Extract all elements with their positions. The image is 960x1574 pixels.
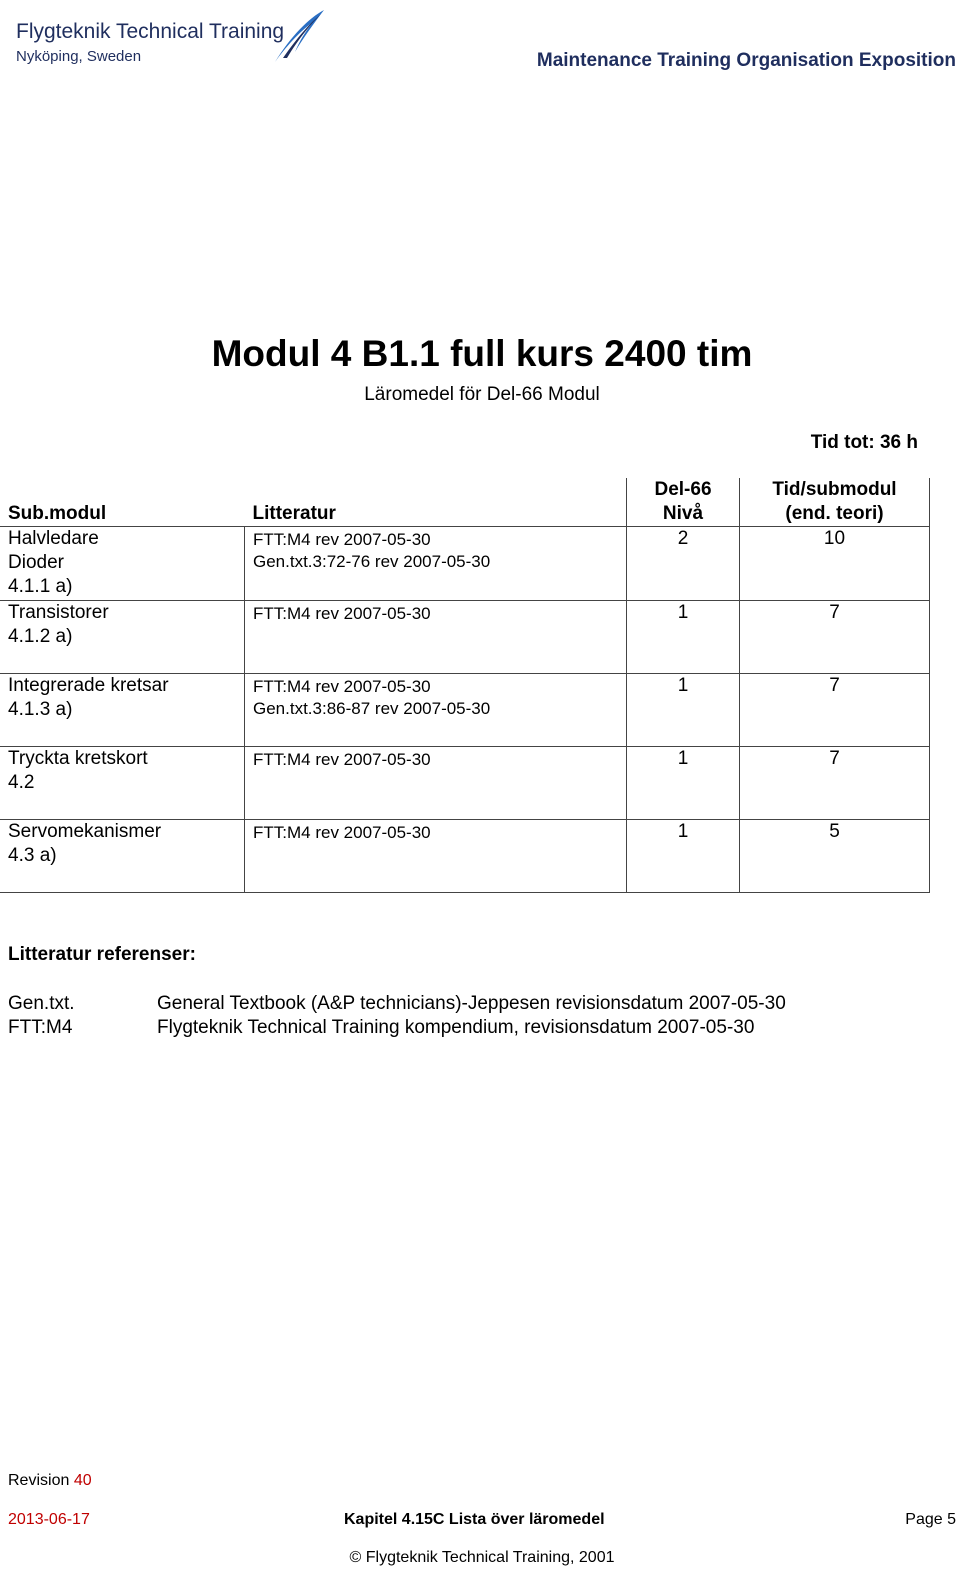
row-name-line2: 4.3 a) (8, 845, 57, 866)
header-time-line2: (end. teori) (785, 503, 884, 524)
header-time (740, 478, 930, 527)
row-name-line3: 4.1.1 a) (8, 576, 73, 597)
row-level: 1 (627, 674, 740, 747)
header-submodul: Sub.modul (0, 478, 245, 527)
modules-table (0, 478, 930, 893)
row-level: 1 (627, 601, 740, 674)
page-subtitle: Läromedel för Del-66 Modul (364, 384, 600, 405)
logo-location: Nyköping, Sweden (16, 48, 142, 65)
reference-key: FTT:M4 (8, 1017, 73, 1038)
row-name-line2: 4.2 (8, 772, 35, 793)
row-name-line1: Integrerade kretsar (8, 675, 169, 696)
row-name-line1: Transistorer (8, 602, 109, 623)
logo-name: Flygteknik Technical Training (16, 20, 285, 43)
page-title: Modul 4 B1.1 full kurs 2400 tim (211, 333, 753, 374)
row-time: 7 (740, 747, 930, 820)
revision (8, 1472, 92, 1490)
row-lit-line1: FTT:M4 rev 2007-05-30 (253, 750, 431, 769)
table-row (0, 674, 930, 747)
references-heading: Litteratur referenser: (8, 944, 196, 965)
row-name-line2: 4.1.3 a) (8, 699, 73, 720)
row-name-line1: Halvledare (8, 528, 99, 549)
row-lit-line2: Gen.txt.3:72-76 rev 2007-05-30 (253, 552, 491, 571)
reference-value: Flygteknik Technical Training kompendium, revisionsdatum 2007-05-30 (157, 1017, 755, 1038)
header-del66-level (627, 478, 740, 527)
total-time: Tid tot: 36 h (810, 432, 918, 453)
row-name-line1: Tryckta kretskort (8, 748, 148, 769)
row-name-line2: 4.1.2 a) (8, 626, 73, 647)
table-row (0, 747, 930, 820)
table-row (0, 601, 930, 674)
row-level: 1 (627, 820, 740, 893)
row-submodule (0, 747, 245, 820)
logo-swoosh-icon (269, 8, 327, 64)
table-row (0, 820, 930, 893)
footer-page-number: Page 5 (905, 1511, 956, 1528)
row-level: 1 (627, 747, 740, 820)
row-submodule (0, 674, 245, 747)
row-level: 2 (627, 527, 740, 601)
row-submodule (0, 601, 245, 674)
header-del66-line1: Del-66 (654, 479, 712, 500)
row-lit-line1: FTT:M4 rev 2007-05-30 (253, 677, 431, 696)
row-time: 10 (740, 527, 930, 601)
row-time: 5 (740, 820, 930, 893)
row-literature (245, 747, 627, 820)
row-name-line1: Servomekanismer (8, 821, 162, 842)
header-document-title: Maintenance Training Organisation Exposition (536, 50, 956, 71)
header-del66-line2: Nivå (662, 503, 704, 524)
revision-label: Revision (8, 1472, 70, 1489)
reference-key: Gen.txt. (8, 993, 75, 1014)
footer-chapter: Kapitel 4.15C Lista över läromedel (344, 1511, 605, 1528)
row-submodule (0, 527, 245, 601)
table-row (0, 527, 930, 601)
row-lit-line1: FTT:M4 rev 2007-05-30 (253, 823, 431, 842)
reference-value: General Textbook (A&P technicians)-Jeppesen revisionsdatum 2007-05-30 (157, 993, 786, 1014)
row-time: 7 (740, 601, 930, 674)
header-time-line1: Tid/submodul (772, 479, 897, 500)
company-logo (14, 8, 314, 70)
table-header-row (0, 478, 930, 527)
row-lit-line1: FTT:M4 rev 2007-05-30 (253, 604, 431, 623)
row-literature (245, 820, 627, 893)
row-submodule (0, 820, 245, 893)
footer-date: 2013-06-17 (8, 1511, 90, 1528)
revision-number: 40 (73, 1472, 92, 1489)
row-literature (245, 601, 627, 674)
footer-copyright: © Flygteknik Technical Training, 2001 (349, 1549, 615, 1566)
row-literature (245, 527, 627, 601)
row-lit-line2: Gen.txt.3:86-87 rev 2007-05-30 (253, 699, 491, 718)
row-lit-line1: FTT:M4 rev 2007-05-30 (253, 530, 431, 549)
row-time: 7 (740, 674, 930, 747)
header-litteratur: Litteratur (245, 478, 627, 527)
row-name-line2: Dioder (8, 552, 64, 573)
row-literature (245, 674, 627, 747)
